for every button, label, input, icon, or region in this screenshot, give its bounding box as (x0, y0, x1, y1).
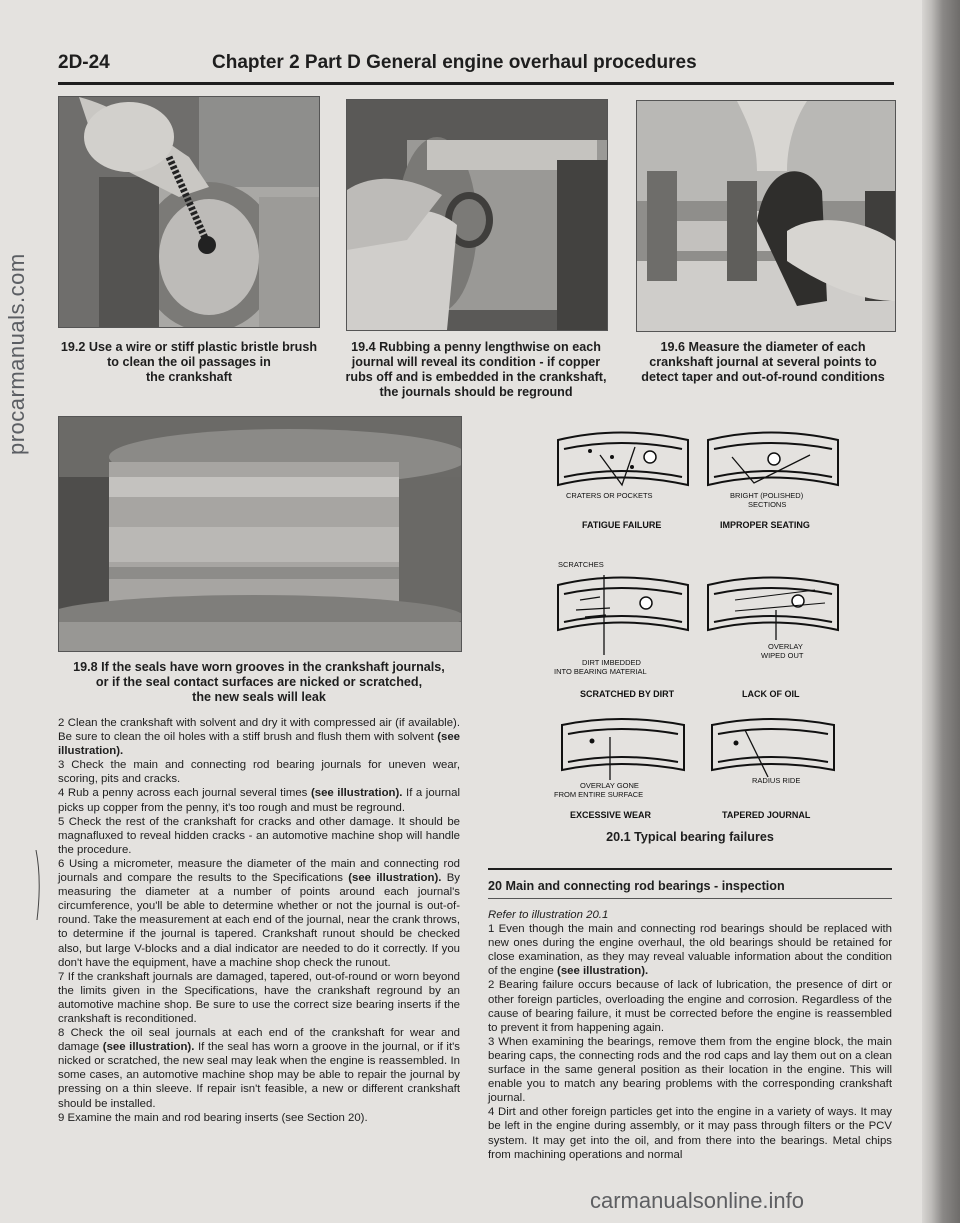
caption-line: 19.4 Rubbing a penny lengthwise on each (351, 340, 601, 354)
label-dirt-2: INTO BEARING MATERIAL (554, 667, 647, 676)
caption-line: detect taper and out-of-round conditions (641, 370, 885, 384)
label-overlay-wiped-1: OVERLAY (768, 642, 803, 651)
paragraph: 8 Check the oil seal journals at each end of the crankshaft for wear and damage (see illustration). If the seal has worn a groove in the journal, or if it's nicked or scratched, the new seal may leak when the engine is reassembled. In some cases, an automotive machine shop may be able to repair the journal by pressing on a thin sleeve. If repair isn't feasible, a new or different crankshaft should be installed. (58, 1027, 460, 1110)
label-bright-2: SECTIONS (748, 500, 787, 509)
label-lack-of-oil: LACK OF OIL (742, 689, 800, 699)
photo-19-6 (636, 100, 896, 332)
bearing-tapered-journal (712, 719, 834, 777)
bearing-scratched-by-dirt (558, 575, 688, 655)
label-overlay-wiped-2: WIPED OUT (761, 651, 804, 660)
caption-19-6 (618, 340, 908, 385)
paragraph: 3 When examining the bearings, remove them from the engine block, the main bearing caps, the connecting rods and the rod caps and lay them out on a clean surface in the same general position as their location in the engine. This will enable you to match any bearing problems with the corresponding crankshaft journal. (488, 1035, 892, 1105)
page-number: 2D-24 (58, 52, 110, 73)
paragraph: 6 Using a micrometer, measure the diameter of the main and connecting rod journals and compare the results to the Specifications (see illustration). By measuring the diameter at a number of points around each journal's circumference, you'll be able to determine whether or not the journal is out-of-round. Take the measurement at each end of the journal, near the crank throws, to determine if the journal is tapered. Crankshaft runout should be checked also, but large V-blocks and a dial indicator are needed to do it correctly. If you don't have the equipment, have a machine shop check the runout. (58, 857, 460, 969)
illustration-reference: Refer to illustration 20.1 (488, 909, 609, 921)
photo-19-4 (346, 99, 608, 331)
watermark-left: procarmanuals.com (4, 253, 29, 455)
caption-line: to clean the oil passages in (107, 355, 271, 369)
label-excessive-wear: EXCESSIVE WEAR (570, 810, 652, 820)
paragraph: 1 Even though the main and connecting rod bearings should be replaced with new ones during the engine overhaul, the old bearings should be retained for close examination, as they may reveal valuable information about the condition of the engine (see illustration). (488, 923, 892, 978)
label-improper-seating: IMPROPER SEATING (720, 520, 810, 530)
paragraph: 7 If the crankshaft journals are damaged, tapered, out-of-round or worn beyond the limits given in the Specifications, have the crankshaft reground by an automotive machine shop. Be sure to use the correct size bearing inserts if the crankshaft is reconditioned. (58, 970, 460, 1025)
paragraph: 4 Rub a penny across each journal several times (see illustration). If a journal picks up copper from the penny, it's too rough and must be reground. (58, 787, 460, 814)
caption-line: the journals should be reground (379, 385, 573, 399)
bearing-excessive-wear (562, 719, 684, 780)
paragraph: 3 Check the main and connecting rod bearing journals for uneven wear, scoring, pits and cracks. (58, 759, 460, 786)
caption-line: 19.6 Measure the diameter of each (660, 340, 866, 354)
caption-line: rubs off and is embedded in the crankshaft, (345, 370, 607, 384)
section-heading-20: 20 Main and connecting rod bearings - inspection (488, 868, 892, 899)
paragraph: 5 Check the rest of the crankshaft for cracks and other damage. It should be magnafluxed to reveal hidden cracks - an automotive machine shop will handle the procedure. (58, 815, 460, 856)
page-header (58, 48, 894, 85)
caption-line: 19.2 Use a wire or stiff plastic bristle brush (60, 340, 318, 354)
caption-19-8 (56, 660, 462, 705)
label-overlay-gone-1: OVERLAY GONE (580, 781, 639, 790)
paragraph: 2 Clean the crankshaft with solvent and dry it with compressed air (if available). Be sure to clean the oil holes with a stiff brush and flush them with solvent (see illustration). (58, 717, 460, 758)
label-craters: CRATERS OR POCKETS (566, 491, 653, 500)
caption-line: or if the seal contact surfaces are nicked or scratched, (95, 675, 423, 689)
watermark-bottom: carmanualsonline.info (590, 1188, 805, 1213)
caption-19-2 (54, 340, 324, 385)
label-dirt-1: DIRT IMBEDDED (582, 658, 641, 667)
caption-20-1: 20.1 Typical bearing failures (606, 830, 774, 844)
label-scratched-by-dirt: SCRATCHED BY DIRT (580, 689, 675, 699)
paragraph: 9 Examine the main and rod bearing inserts (see Section 20). (58, 1111, 368, 1124)
label-radius-ride: RADIUS RIDE (752, 776, 801, 785)
label-scratches: SCRATCHES (558, 560, 604, 569)
chapter-title: Chapter 2 Part D General engine overhaul procedures (212, 52, 697, 73)
margin-pencil-mark (34, 850, 42, 920)
caption-line: 19.8 If the seals have worn grooves in the crankshaft journals, (73, 660, 445, 674)
photo-19-2 (58, 96, 320, 328)
caption-19-4 (326, 340, 626, 400)
label-bright-1: BRIGHT (POLISHED) (730, 491, 804, 500)
caption-line: crankshaft journal at several points to (649, 355, 877, 369)
caption-line: the crankshaft (145, 370, 233, 384)
left-column-text (58, 716, 460, 1125)
bearing-lack-of-oil (708, 578, 838, 641)
paragraph: 4 Dirt and other foreign particles get into the engine in a variety of ways. It may be left in the engine during assembly, or it may pass through filters or the PCV system. It may get into the oil, and from there into the bearings. Metal chips from machining operations and normal (488, 1106, 892, 1161)
bearing-improper-seating (708, 433, 838, 486)
label-tapered-journal: TAPERED JOURNAL (722, 810, 811, 820)
bearing-failures-diagram (540, 425, 860, 825)
paragraph: 2 Bearing failure occurs because of lack of lubrication, the presence of dirt or other foreign particles, overloading the engine and corrosion. Regardless of the cause of bearing failure, it must be corrected before the engine is reassembled to prevent it from happening again. (488, 979, 892, 1034)
photo-19-8 (58, 416, 462, 652)
label-fatigue-failure: FATIGUE FAILURE (582, 520, 662, 530)
label-overlay-gone-2: FROM ENTIRE SURFACE (554, 790, 644, 799)
right-column-text (488, 908, 892, 1162)
caption-line: journal will reveal its condition - if copper (351, 355, 601, 369)
bearing-fatigue-failure (558, 433, 688, 486)
caption-line: the new seals will leak (192, 690, 326, 704)
page-binding-shadow (922, 0, 960, 1223)
